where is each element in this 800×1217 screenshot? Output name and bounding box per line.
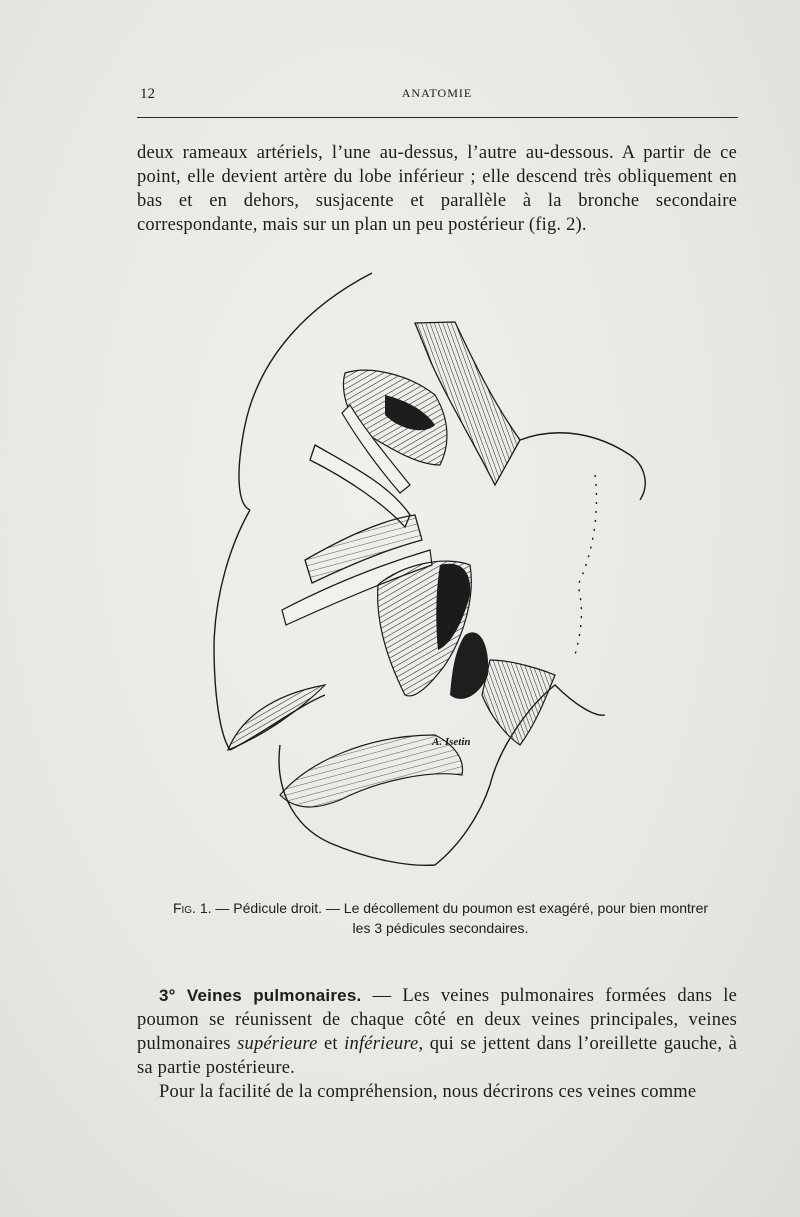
- page-number: 12: [140, 86, 155, 102]
- top-paragraph-block: [137, 141, 737, 237]
- paragraph-1-end: , qui se jettent dans l’oreillette gauche, à sa partie postérieure.: [137, 1034, 737, 1078]
- figure-caption: [168, 898, 713, 938]
- top-paragraph: deux rameaux artériels, l’une au-dessus, l’autre au-dessous. A partir de ce point, elle devient artère du lobe inférieur ; elle descend très obliquement en bas et en dehors, susjacente et parallèle à la bronche secondaire correspondante, mais sur un plan un peu postérieur (fig. 2).: [137, 143, 737, 235]
- anatomical-figure: [200, 265, 680, 875]
- paragraph-1-emphasis-superieure: supérieure: [237, 1034, 318, 1054]
- paragraph-1-mid: et: [317, 1034, 345, 1054]
- running-head: [137, 80, 737, 108]
- header-rule: [137, 117, 738, 118]
- lower-lobe-tip: [228, 685, 325, 750]
- caption-label: Fig. 1.: [172, 900, 212, 916]
- pulmonary-ligament: [482, 660, 555, 745]
- running-title: ANATOMIE: [401, 86, 473, 100]
- paragraph-1-emphasis-inferieure: inférieure: [344, 1034, 419, 1054]
- section-block: [137, 984, 737, 1104]
- paragraph-1-intro: — Les veines pulmonaires formées dans le poumon se réunissent de chaque côté en deux veines principales, veines pulmonaires: [137, 986, 737, 1054]
- section-heading: 3° Veines pulmonaires.: [159, 986, 362, 1005]
- section-paragraph-1: [137, 984, 737, 1080]
- section-paragraph-2: Pour la facilité de la compréhension, nous décrirons ces veines comme: [159, 1082, 697, 1102]
- caption-text: — Pédicule droit. — Le décollement du poumon est exagéré, pour bien montrer les 3 pédicules secondaires.: [211, 900, 709, 936]
- lung-pedicle-illustration: [200, 265, 680, 875]
- illustrator-signature: A. Isetin: [432, 736, 471, 748]
